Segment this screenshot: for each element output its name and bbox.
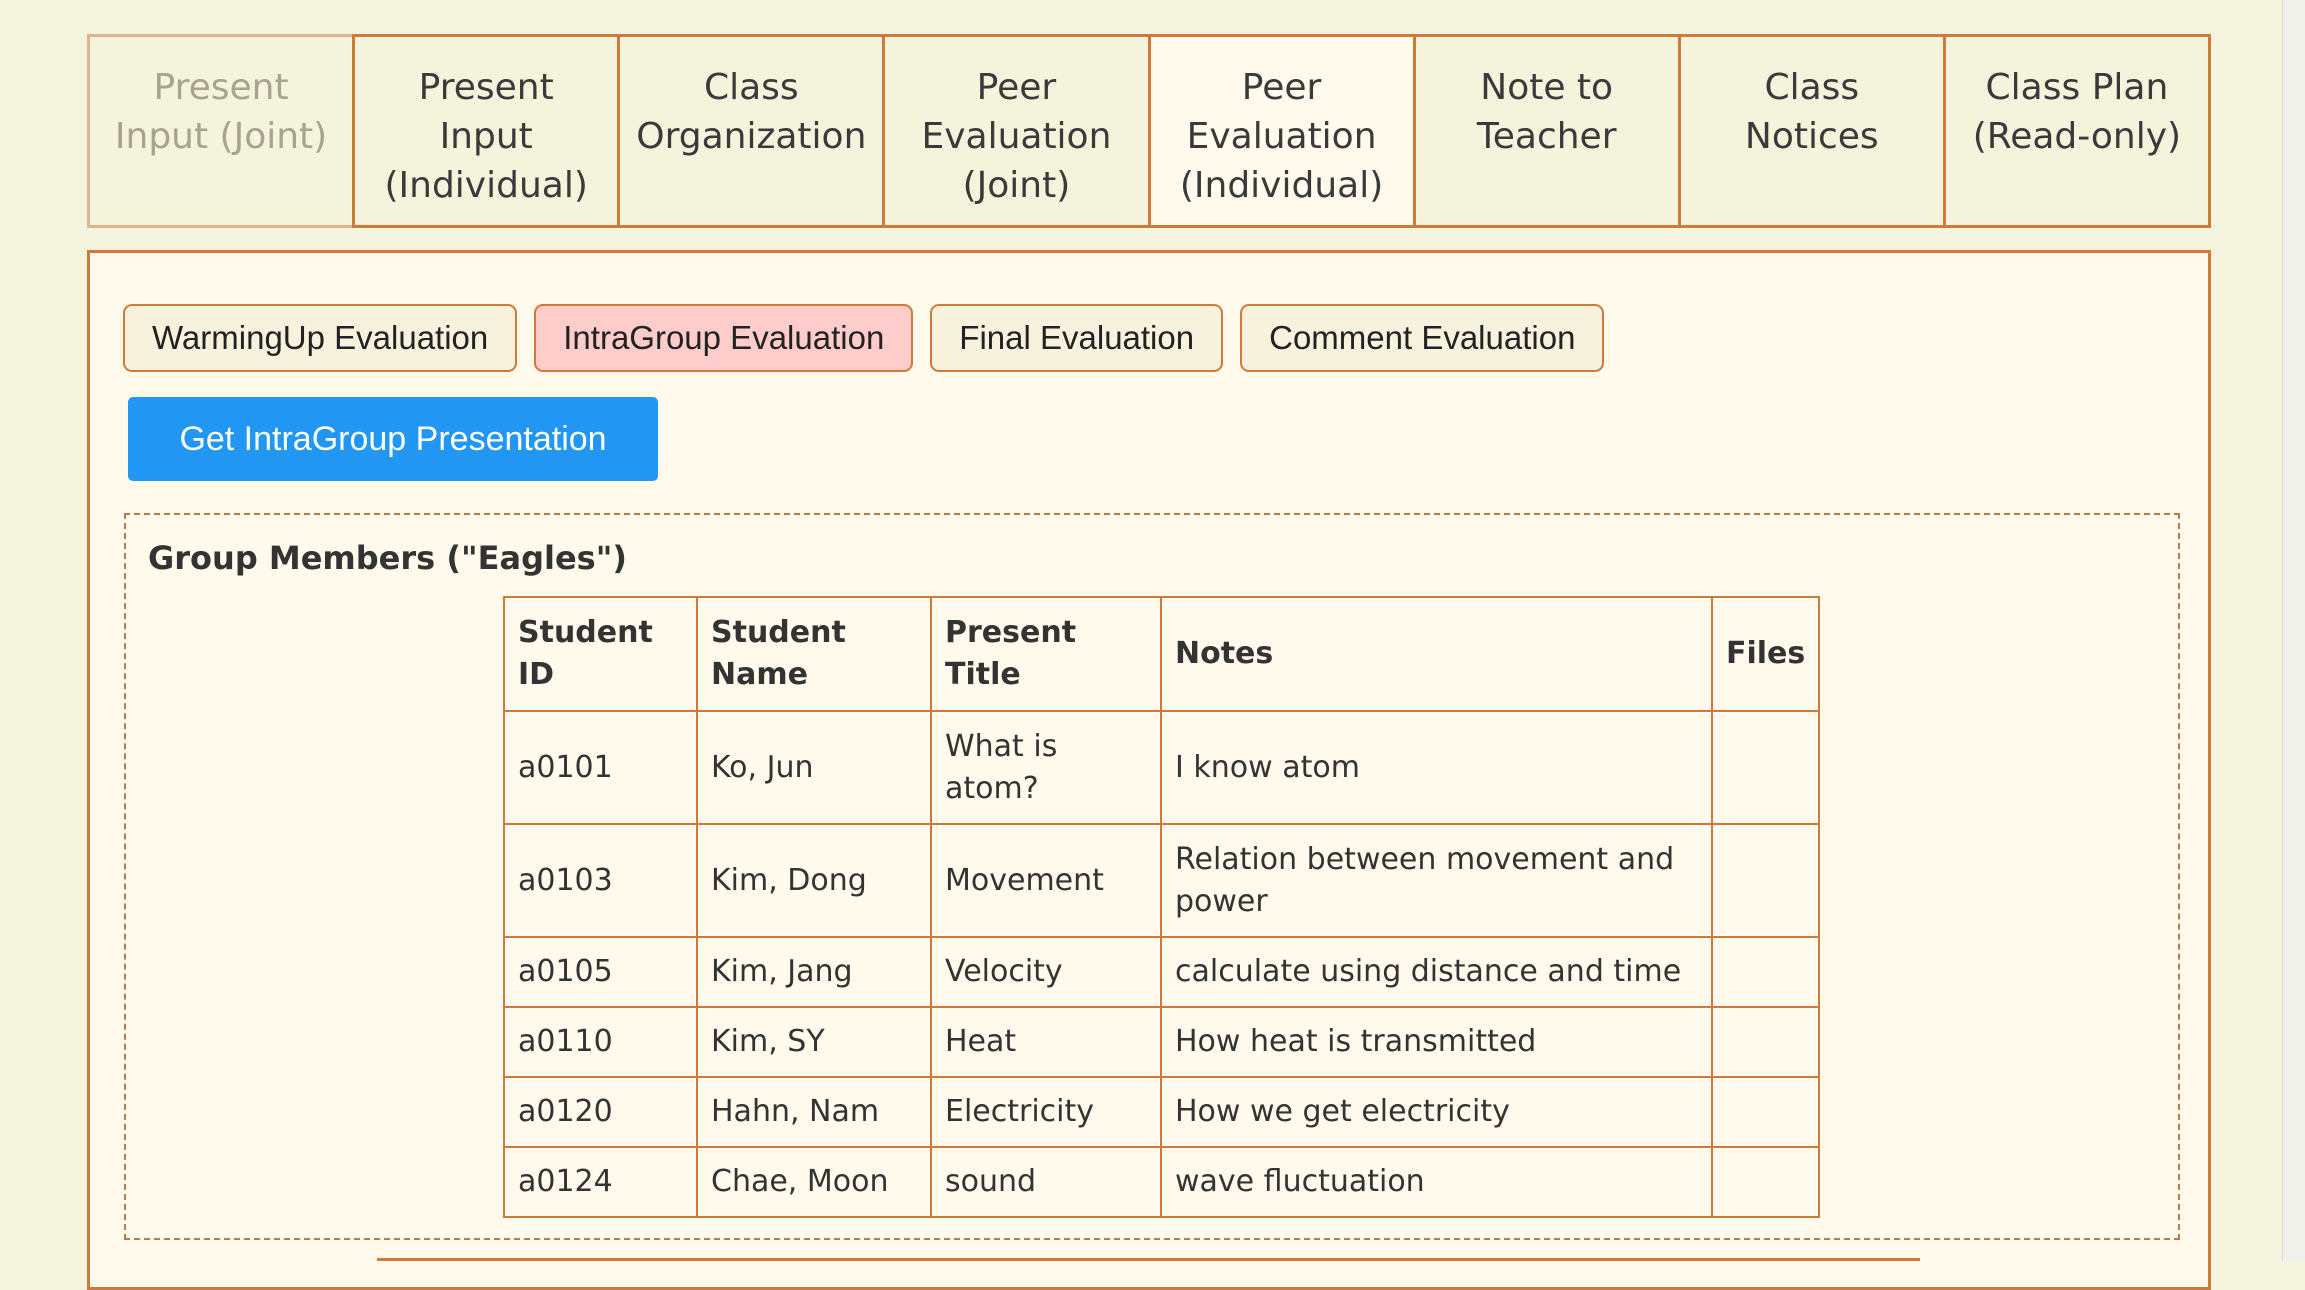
notes-cell: Relation between movement and power xyxy=(1161,824,1712,937)
student-name-cell: Kim, Dong xyxy=(697,824,931,937)
student-name-cell: Hahn, Nam xyxy=(697,1077,931,1147)
group-members-section xyxy=(124,513,2180,1240)
present-title-cell: sound xyxy=(931,1147,1161,1217)
table-row xyxy=(504,1147,1819,1217)
column-header-notes: Notes xyxy=(1161,597,1712,711)
tab-peer-evaluation-individual[interactable]: Peer Evaluation (Individual) xyxy=(1148,34,1416,228)
student-id-cell: a0124 xyxy=(504,1147,697,1217)
student-name-cell: Chae, Moon xyxy=(697,1147,931,1217)
files-cell xyxy=(1712,1007,1819,1077)
student-name-cell: Kim, SY xyxy=(697,1007,931,1077)
notes-cell: How heat is transmitted xyxy=(1161,1007,1712,1077)
student-name-cell: Ko, Jun xyxy=(697,711,931,824)
subtab-intragroup-evaluation[interactable]: IntraGroup Evaluation xyxy=(534,304,913,372)
student-id-cell: a0101 xyxy=(504,711,697,824)
subtab-warmingup-evaluation[interactable]: WarmingUp Evaluation xyxy=(123,304,517,372)
files-cell xyxy=(1712,1147,1819,1217)
present-title-cell: Velocity xyxy=(931,937,1161,1007)
column-header-files: Files xyxy=(1712,597,1819,711)
notes-cell: How we get electricity xyxy=(1161,1077,1712,1147)
files-cell xyxy=(1712,824,1819,937)
column-header-student-id: Student ID xyxy=(504,597,697,711)
tab-class-notices[interactable]: Class Notices xyxy=(1678,34,1946,228)
subtab-comment-evaluation[interactable]: Comment Evaluation xyxy=(1240,304,1604,372)
present-title-cell: Electricity xyxy=(931,1077,1161,1147)
student-id-cell: a0103 xyxy=(504,824,697,937)
table-row xyxy=(504,1077,1819,1147)
tab-peer-evaluation-joint[interactable]: Peer Evaluation (Joint) xyxy=(882,34,1150,228)
main-tab-bar xyxy=(87,34,2211,228)
column-header-student-name: Student Name xyxy=(697,597,931,711)
tab-class-plan[interactable]: Class Plan (Read-only) xyxy=(1943,34,2211,228)
present-title-cell: What is atom? xyxy=(931,711,1161,824)
notes-cell: calculate using distance and time xyxy=(1161,937,1712,1007)
table-header-row xyxy=(504,597,1819,711)
tab-class-organization[interactable]: Class Organization xyxy=(617,34,885,228)
table-row xyxy=(504,937,1819,1007)
notes-cell: I know atom xyxy=(1161,711,1712,824)
student-id-cell: a0105 xyxy=(504,937,697,1007)
tab-present-input-joint[interactable]: Present Input (Joint) xyxy=(87,34,355,228)
table-row xyxy=(504,1007,1819,1077)
tab-present-input-individual[interactable]: Present Input (Individual) xyxy=(352,34,620,228)
group-title: Group Members ("Eagles") xyxy=(148,539,627,577)
group-members-table xyxy=(503,596,1820,1218)
column-header-present-title: Present Title xyxy=(931,597,1161,711)
scrollbar[interactable] xyxy=(2282,0,2305,1261)
student-id-cell: a0110 xyxy=(504,1007,697,1077)
present-title-cell: Movement xyxy=(931,824,1161,937)
files-cell xyxy=(1712,937,1819,1007)
get-intragroup-presentation-button[interactable]: Get IntraGroup Presentation xyxy=(128,397,658,481)
tab-note-to-teacher[interactable]: Note to Teacher xyxy=(1413,34,1681,228)
notes-cell: wave fluctuation xyxy=(1161,1147,1712,1217)
evaluation-subtabs xyxy=(123,304,1604,372)
files-cell xyxy=(1712,1077,1819,1147)
files-cell xyxy=(1712,711,1819,824)
table-row xyxy=(504,824,1819,937)
student-id-cell: a0120 xyxy=(504,1077,697,1147)
evaluation-panel xyxy=(87,250,2211,1290)
subtab-final-evaluation[interactable]: Final Evaluation xyxy=(930,304,1223,372)
present-title-cell: Heat xyxy=(931,1007,1161,1077)
table-row xyxy=(504,711,1819,824)
student-name-cell: Kim, Jang xyxy=(697,937,931,1007)
